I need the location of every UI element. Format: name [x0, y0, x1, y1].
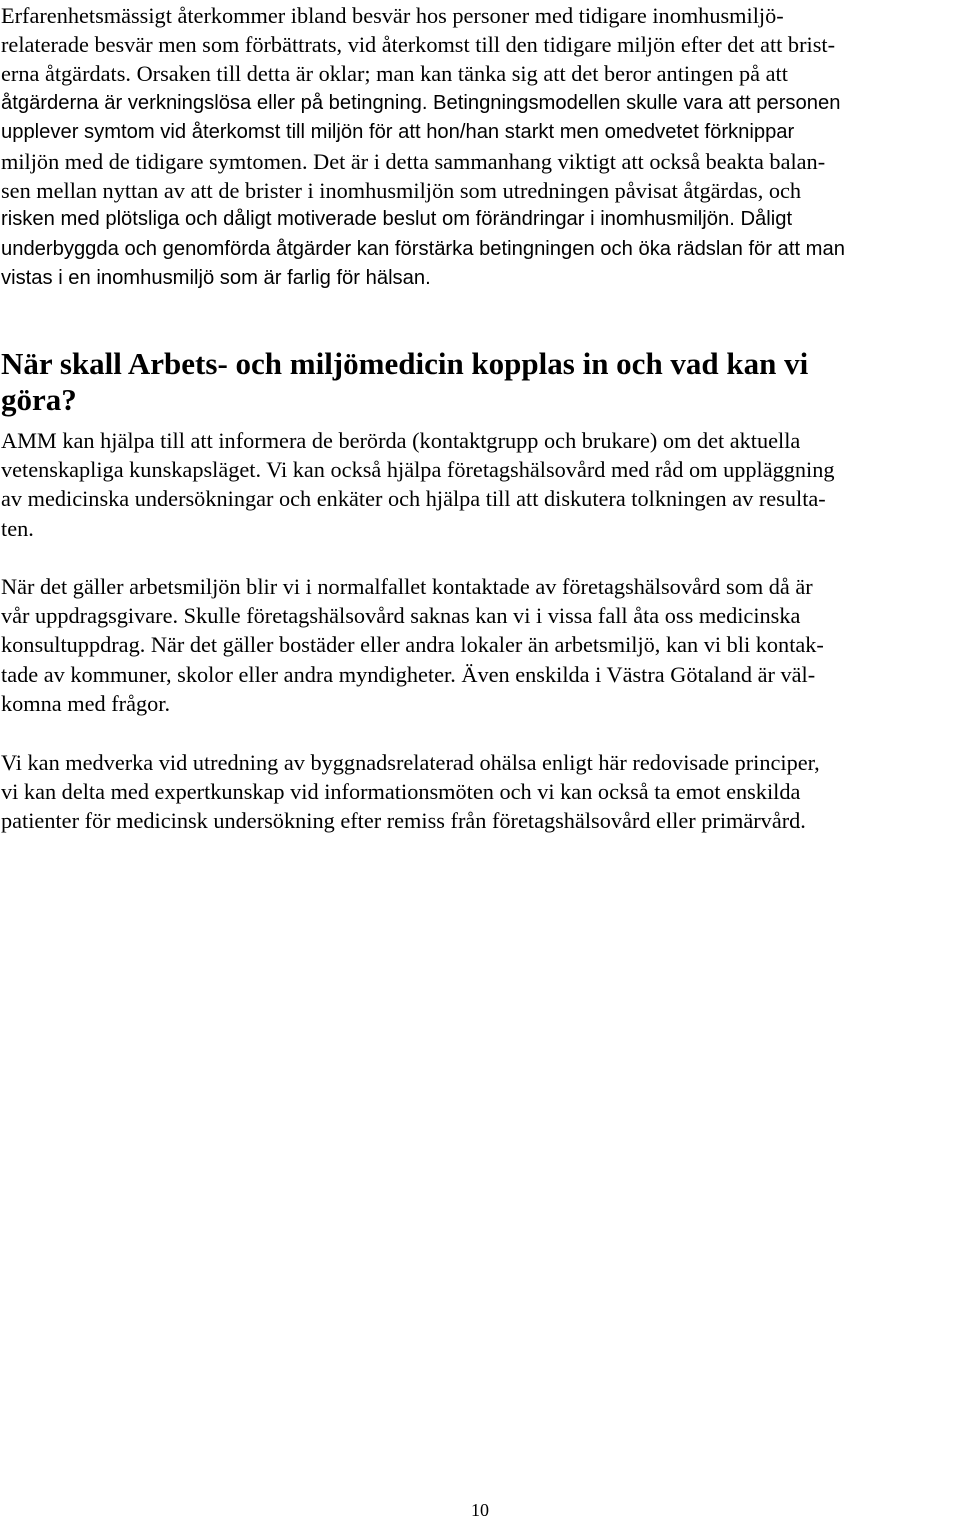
text-line: konsultuppdrag. När det gäller bostäder eller andra lokaler än arbetsmiljö, kan vi bli kontak-: [1, 632, 824, 658]
text-line: sen mellan nyttan av att de brister i inomhusmiljön som utredningen påvisat åtgärdas, och: [1, 178, 802, 204]
heading-line: När skall Arbets- och miljömedicin kopplas in och vad kan vi: [1, 346, 809, 381]
paragraph-investigation-support: [1, 748, 959, 836]
text-line: tade av kommuner, skolor eller andra myndigheter. Även enskilda i Västra Götaland är väl-: [1, 661, 816, 687]
text-line: Vi kan medverka vid utredning av byggnadsrelaterad ohälsa enligt här redovisade principer,: [1, 750, 820, 775]
text-line: av medicinska undersökningar och enkäter och hjälpa till att diskutera tolkningen av resulta-: [1, 486, 826, 512]
text-line: vår uppdragsgivare. Skulle företagshälsovård saknas kan vi i vissa fall åta oss medicinska: [1, 603, 801, 629]
text-line: vistas i en inomhusmiljö som är farlig för hälsan.: [1, 266, 431, 289]
page-number: 10: [471, 1500, 489, 1520]
heading-line: göra?: [1, 382, 77, 417]
text-line: När det gäller arbetsmiljön blir vi i normalfallet kontaktade av företagshälsovård som då är: [1, 574, 813, 599]
paragraph-contact-routes: [1, 572, 959, 718]
text-line: erna åtgärdats. Orsaken till detta är oklar; man kan tänka sig att det beror antingen på att: [1, 61, 788, 87]
paragraph-amm-help: [1, 426, 959, 543]
text-line: risken med plötsliga och dåligt motiverade beslut om förändringar i inomhusmiljön. Dåligt: [1, 208, 793, 231]
section-heading: [1, 346, 959, 418]
text-line: vetenskapliga kunskapsläget. Vi kan också hjälpa företagshälsovård med råd om uppläggning: [1, 457, 835, 483]
text-line: underbyggda och genomförda åtgärder kan förstärka betingningen och öka rädslan för att man: [1, 237, 845, 260]
text-line: miljön med de tidigare symtomen. Det är i detta sammanhang viktigt att också beakta balan-: [1, 149, 826, 175]
text-line: ten.: [1, 515, 34, 541]
text-line: AMM kan hjälpa till att informera de berörda (kontaktgrupp och brukare) om det aktuella: [1, 428, 801, 453]
text-line: åtgärderna är verkningslösa eller på betingning. Betingningsmodellen skulle vara att personen: [1, 91, 841, 114]
text-line: relaterade besvär men som förbättrats, vid återkomst till den tidigare miljön efter det att brist-: [1, 32, 835, 58]
text-line: upplever symtom vid återkomst till miljön för att hon/han starkt men omedvetet förknippar: [1, 120, 795, 143]
text-line: Erfarenhetsmässigt återkommer ibland besvär hos personer med tidigare inomhusmiljö-: [1, 3, 784, 28]
text-line: komna med frågor.: [1, 690, 171, 716]
paragraph-building-related-symptoms: [1, 1, 959, 293]
text-line: patienter för medicinsk undersökning efter remiss från företagshälsovård eller primärvård.: [1, 808, 806, 834]
text-line: vi kan delta med expertkunskap vid informationsmöten och vi kan också ta emot enskilda: [1, 779, 801, 805]
